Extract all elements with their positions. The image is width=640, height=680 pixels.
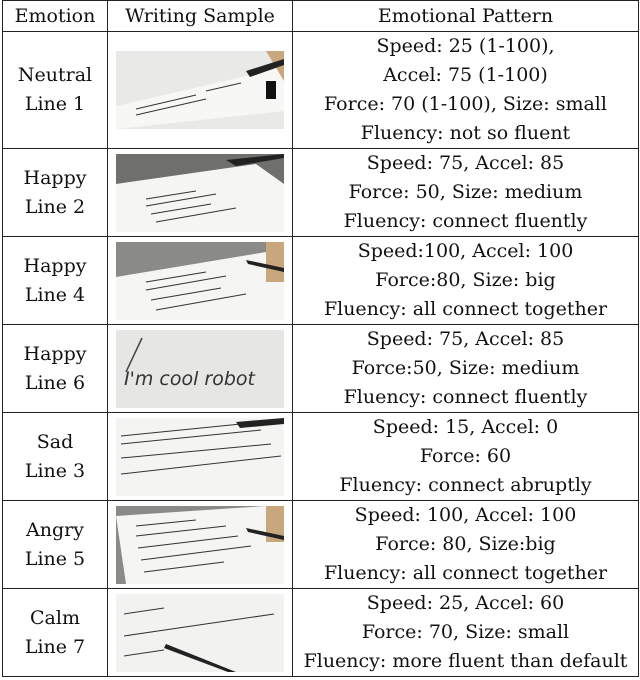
writing-sample-cell: [108, 325, 293, 413]
sample-handwriting-text: I'm cool robot: [124, 367, 255, 390]
pattern-line: Speed: 15, Accel: 0: [372, 416, 559, 438]
writing-sample-cell: [108, 237, 293, 325]
handwriting-photo-icon: [116, 330, 284, 408]
pattern-cell: [293, 237, 639, 325]
emotion-label: Calm: [30, 606, 80, 629]
pattern-cell: [293, 149, 639, 237]
pattern-line: Force: 70 (1-100), Size: small: [324, 93, 607, 115]
table-row: [3, 149, 639, 237]
writing-sample-cell: [108, 413, 293, 501]
emotion-label: Happy: [23, 254, 87, 277]
writing-sample-cell: [108, 501, 293, 589]
emotion-cell: [3, 237, 108, 325]
pattern-line: Fluency: more fluent than default: [303, 650, 628, 672]
emotion-table: [2, 0, 639, 677]
pattern-line: Speed: 25 (1-100),: [376, 35, 555, 57]
pattern-line: Speed: 100, Accel: 100: [354, 504, 577, 526]
handwriting-photo-icon: [116, 418, 284, 496]
table-row: [3, 325, 639, 413]
emotion-label: Happy: [23, 342, 87, 365]
pattern-line: Fluency: not so fluent: [360, 122, 571, 144]
pattern-line: Speed: 75, Accel: 85: [366, 152, 565, 174]
header-emotion: Emotion: [3, 1, 108, 32]
emotion-label: Sad: [36, 430, 74, 453]
emotion-cell: [3, 501, 108, 589]
pattern-line: Fluency: connect abruptly: [339, 474, 592, 496]
emotion-label: Neutral: [17, 64, 93, 86]
line-label: Line 1: [24, 93, 86, 115]
pattern-line: Fluency: all connect together: [323, 298, 608, 320]
writing-sample-cell: [108, 32, 293, 149]
handwriting-photo-icon: [116, 154, 284, 232]
pattern-cell: [293, 501, 639, 589]
line-label: Line 3: [24, 459, 86, 482]
pattern-line: Force: 50, Size: medium: [348, 181, 583, 203]
handwriting-photo-icon: [116, 506, 284, 584]
emotion-cell: [3, 32, 108, 149]
pattern-cell: [293, 32, 639, 149]
table-row: [3, 237, 639, 325]
table-row: [3, 501, 639, 589]
writing-sample-cell: [108, 589, 293, 677]
header-row: [3, 1, 639, 32]
line-label: Line 6: [24, 371, 86, 394]
writing-sample-cell: [108, 149, 293, 237]
pattern-line: Fluency: all connect together: [323, 562, 608, 584]
pattern-line: Force: 70, Size: small: [361, 621, 570, 643]
table-row: [3, 32, 639, 149]
table-row: [3, 589, 639, 677]
pattern-line: Speed: 25, Accel: 60: [366, 592, 565, 614]
header-writing-sample: Writing Sample: [108, 1, 293, 32]
handwriting-photo-icon: [116, 242, 284, 320]
pattern-cell: [293, 589, 639, 677]
emotion-cell: [3, 589, 108, 677]
pattern-line: Fluency: connect fluently: [343, 210, 588, 232]
pattern-line: Fluency: connect fluently: [343, 386, 588, 408]
line-label: Line 2: [24, 195, 86, 218]
pattern-line: Speed:100, Accel: 100: [357, 240, 574, 262]
pattern-line: Force:80, Size: big: [375, 269, 556, 291]
pattern-cell: [293, 413, 639, 501]
emotion-cell: [3, 413, 108, 501]
table-row: [3, 413, 639, 501]
emotion-cell: [3, 325, 108, 413]
pattern-line: Force: 60: [419, 445, 512, 467]
pattern-cell: [293, 325, 639, 413]
emotion-label: Angry: [26, 518, 84, 541]
pattern-line: Force: 80, Size:big: [375, 533, 556, 555]
header-emotional-pattern: Emotional Pattern: [293, 1, 639, 32]
pattern-line: Force:50, Size: medium: [351, 357, 580, 379]
line-label: Line 4: [24, 283, 86, 306]
emotion-cell: [3, 149, 108, 237]
handwriting-photo-icon: [116, 51, 284, 129]
emotion-label: Happy: [23, 166, 87, 189]
line-label: Line 5: [24, 547, 86, 570]
pattern-line: Speed: 75, Accel: 85: [366, 328, 565, 350]
handwriting-photo-icon: [116, 594, 284, 672]
line-label: Line 7: [24, 635, 86, 658]
pattern-line: Accel: 75 (1-100): [383, 64, 548, 86]
